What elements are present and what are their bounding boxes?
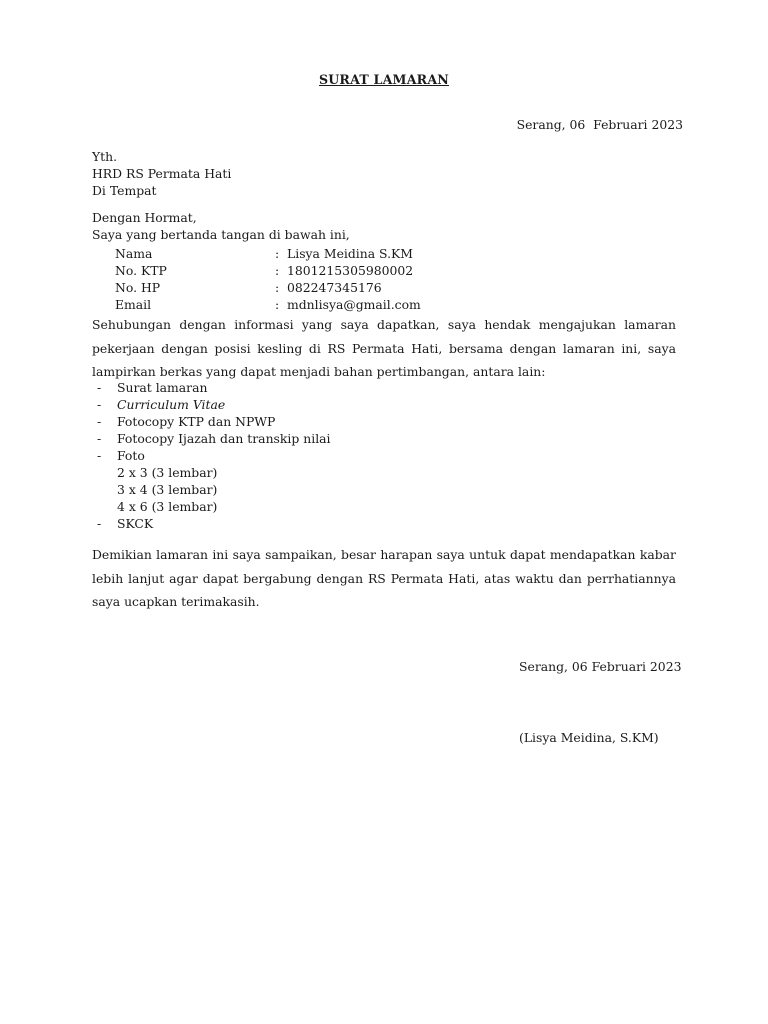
list-item-text: 4 x 6 (3 lembar) [117, 499, 218, 514]
list-item [92, 515, 331, 532]
bullet-dash: - [97, 414, 102, 429]
signature-name: (Lisya Meidina, S.KM) [519, 730, 659, 745]
greeting-block [92, 209, 350, 243]
field-separator: : [275, 297, 280, 312]
field-value: Lisya Meidina S.KM [287, 246, 413, 261]
list-item-text: Curriculum Vitae [117, 397, 226, 412]
field-label: No. HP [115, 280, 161, 295]
list-item-text: Surat lamaran [117, 380, 208, 395]
bullet-dash: - [97, 448, 102, 463]
list-item-text: Fotocopy KTP dan NPWP [117, 414, 276, 429]
field-label: Nama [115, 246, 153, 261]
list-item-text: 2 x 3 (3 lembar) [117, 465, 218, 480]
list-item [92, 379, 331, 396]
list-item-text: Foto [117, 448, 145, 463]
addressee-line-2: HRD RS Permata Hati [92, 166, 232, 181]
field-separator: : [275, 246, 280, 261]
field-label: Email [115, 297, 152, 312]
list-item [92, 396, 331, 413]
list-item-text: SKCK [117, 516, 154, 531]
field-separator: : [275, 280, 280, 295]
field-row-hp [115, 279, 421, 296]
field-separator: : [275, 263, 280, 278]
field-label: No. KTP [115, 263, 167, 278]
list-item-text: Fotocopy Ijazah dan transkip nilai [117, 431, 331, 446]
list-item [92, 447, 331, 464]
list-item [92, 413, 331, 430]
enclosure-list [92, 379, 331, 532]
field-value: mdnlisya@gmail.com [287, 297, 421, 312]
place-date-top: Serang, 06 Februari 2023 [516, 117, 683, 132]
sub-list-item [92, 498, 331, 515]
field-row-email [115, 296, 421, 313]
list-item [92, 430, 331, 447]
addressee-line-1: Yth. [92, 149, 118, 164]
paragraph-closing: Demikian lamaran ini saya sampaikan, besar harapan saya untuk dapat mendapatkan kabar lebih lanjut agar dapat bergabung dengan RS Permata Hati, atas waktu dan perrhatiannya saya ucapkan terimakasih. [92, 547, 676, 609]
sub-list-item [92, 464, 331, 481]
bullet-dash: - [97, 516, 102, 531]
addressee-block [92, 148, 231, 199]
field-row-ktp [115, 262, 421, 279]
bullet-dash: - [97, 380, 102, 395]
letter-title: SURAT LAMARAN [318, 72, 450, 87]
applicant-fields [115, 245, 421, 313]
paragraph-intro: Sehubungan dengan informasi yang saya dapatkan, saya hendak mengajukan lamaran pekerjaan dengan posisi kesling di RS Permata Hati, bersama dengan lamaran ini, saya lampirkan berkas yang dapat menjadi bahan pertimbangan, antara lain: [92, 317, 676, 379]
place-date-bottom: Serang, 06 Februari 2023 [519, 659, 682, 674]
sub-list-item [92, 481, 331, 498]
list-item-text: 3 x 4 (3 lembar) [117, 482, 218, 497]
field-value: 082247345176 [287, 280, 382, 295]
addressee-line-3: Di Tempat [92, 183, 157, 198]
field-row-nama [115, 245, 421, 262]
field-value: 1801215305980002 [287, 263, 414, 278]
bullet-dash: - [97, 431, 102, 446]
intro-line: Saya yang bertanda tangan di bawah ini, [92, 227, 350, 242]
bullet-dash: - [97, 397, 102, 412]
greeting: Dengan Hormat, [92, 210, 197, 225]
